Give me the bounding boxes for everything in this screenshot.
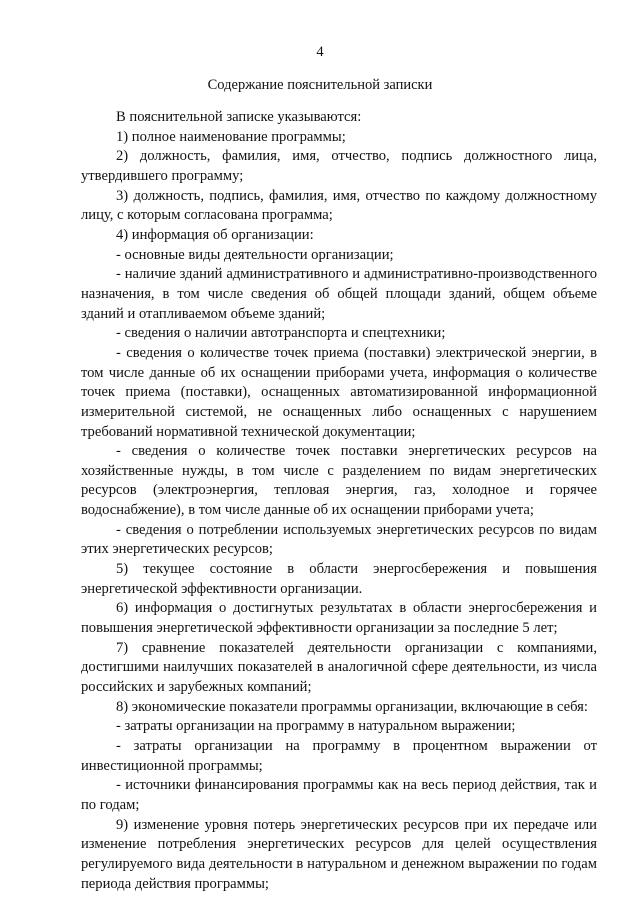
paragraph-item-6: 6) информация о достигнутых результатах в области энергосбережения и повышения энергетической эффективности организации за последние 5 лет; <box>81 600 597 637</box>
body-text <box>81 108 597 894</box>
paragraph-intro: В пояснительной записке указываются: <box>116 109 362 125</box>
paragraph-item-1: 1) полное наименование программы; <box>116 128 346 145</box>
paragraph-item-4-supply-points: - сведения о количестве точек поставки энергетических ресурсов на хозяйственные нужды, в том числе с разделением по видам энергетических ресурсов (электроэнергия, тепловая энергия, газ, холодное и горячее водоснабжение), в том числе данные об их оснащении приборами учета; <box>81 443 597 519</box>
paragraph-item-8-funding: - источники финансирования программы как на весь период действия, так и по годам; <box>81 777 597 813</box>
paragraph-item-4-consumption: - сведения о потреблении используемых энергетических ресурсов по видам этих энергетических ресурсов; <box>81 521 597 558</box>
paragraph-item-7: 7) сравнение показателей деятельности организации с компаниями, достигшими наилучших показателей в аналогичной сфере деятельности, из числа российских и зарубежных компаний; <box>81 639 597 696</box>
paragraph-item-4-vehicles: - сведения о наличии автотранспорта и спецтехники; <box>116 325 446 342</box>
section-title: Содержание пояснительной записки <box>207 77 433 93</box>
paragraph-item-4: 4) информация об организации: <box>116 226 314 243</box>
paragraph-item-2: 2) должность, фамилия, имя, отчество, подпись должностного лица, утвердившего программу; <box>81 148 597 184</box>
paragraph-item-4-activities: - основные виды деятельности организации; <box>116 246 394 263</box>
page-number: 4 <box>316 44 324 60</box>
paragraph-item-8-natural-costs: - затраты организации на программу в натуральном выражении; <box>116 718 516 735</box>
paragraph-item-9: 9) изменение уровня потерь энергетических ресурсов при их передаче или изменение потребления энергетических ресурсов для целей осуществления регулируемого вида деятельности в натуральном и денежном выражении по годам периода действия программы; <box>81 816 597 892</box>
paragraph-item-4-buildings: - наличие зданий административного и административно-производственного назначения, в том числе сведения об общей площади зданий, общем объеме зданий и отапливаемом объеме зданий; <box>81 266 597 322</box>
paragraph-item-8: 8) экономические показатели программы организации, включающие в себя: <box>116 698 588 715</box>
paragraph-item-4-electric-points: - сведения о количестве точек приема (поставки) электрической энергии, в том числе данные об их оснащении приборами учета, информация о количестве точек приема (поставки), оснащенных автоматизированной информационной измерительной системой, не оснащенных либо оснащенных с нарушением требований нормативной технической документации; <box>81 344 597 440</box>
paragraph-item-8-percent-costs: - затраты организации на программу в процентном выражении от инвестиционной программы; <box>81 738 597 774</box>
paragraph-item-5: 5) текущее состояние в области энергосбережения и повышения энергетической эффективности организации. <box>81 561 597 597</box>
paragraph-item-3: 3) должность, подпись, фамилия, имя, отчество по каждому должностному лицу, с которым согласована программа; <box>81 187 597 224</box>
